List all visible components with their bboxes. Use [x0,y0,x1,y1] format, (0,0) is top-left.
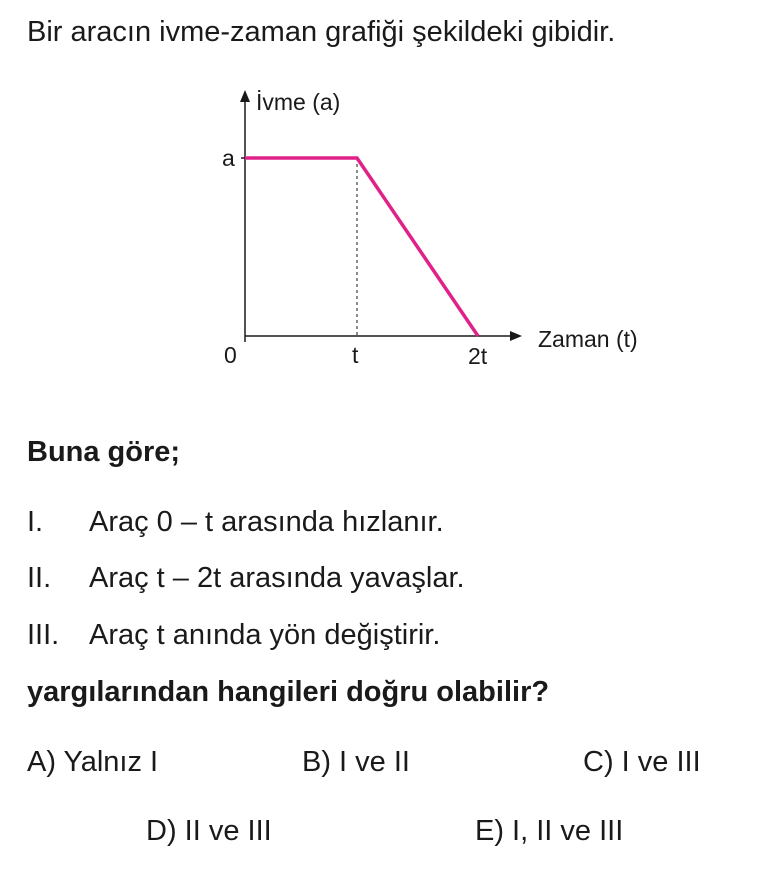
prompt-text: Buna göre; [27,436,181,468]
statement-2-number: II. [27,562,52,594]
x-axis-arrow-icon [510,331,522,341]
statement-2-text: Araç t – 2t arasında yavaşlar. [89,562,465,594]
y-tick-a-label: a [222,145,235,171]
question-text: yargılarından hangileri doğru olabilir? [27,676,550,708]
statement-1-number: I. [27,506,44,538]
option-d[interactable]: D) II ve III [146,815,272,847]
acceleration-line [245,158,478,336]
statement-3-number: III. [27,619,60,651]
option-a[interactable]: A) Yalnız I [27,746,159,778]
intro-text: Bir aracın ivme-zaman grafiği şekildeki gibidir. [27,16,616,48]
statement-1-text: Araç 0 – t arasında hızlanır. [89,506,444,538]
statement-3-text: Araç t anında yön değiştirir. [89,619,441,651]
option-e[interactable]: E) I, II ve III [475,815,624,847]
acceleration-time-graph [200,82,680,382]
x-tick-t-label: t [352,342,359,368]
x-axis-label: Zaman (t) [538,326,638,352]
origin-label: 0 [224,342,237,368]
x-tick-2t-label: 2t [468,343,488,369]
option-c[interactable]: C) I ve III [583,746,701,778]
y-axis-arrow-icon [240,90,250,102]
y-axis-label: İvme (a) [256,89,341,115]
option-b[interactable]: B) I ve II [302,746,410,778]
